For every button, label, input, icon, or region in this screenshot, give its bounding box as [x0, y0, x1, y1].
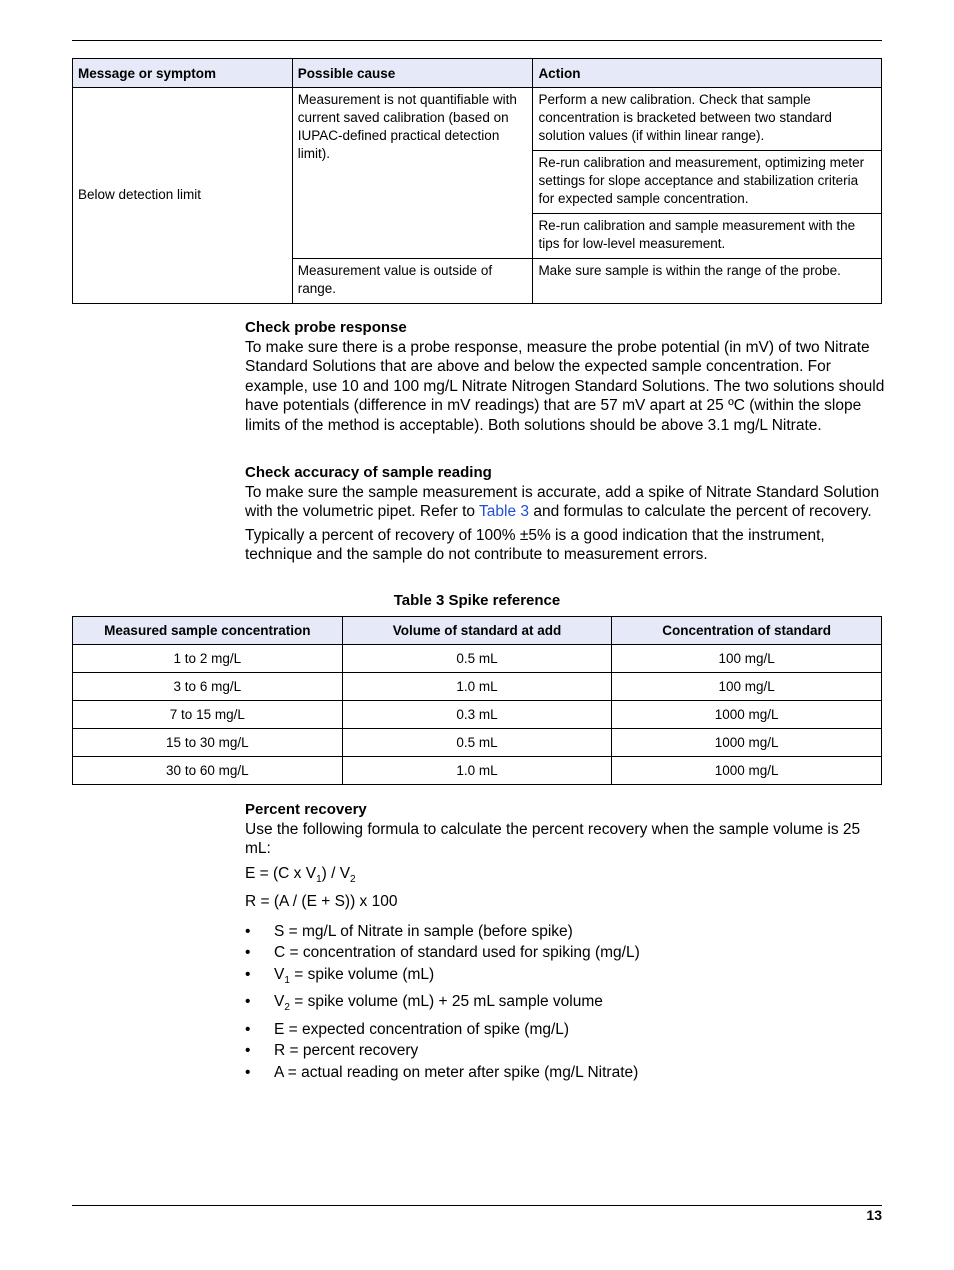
- table-cell: 15 to 30 mg/L: [73, 729, 343, 757]
- list-item: [245, 964, 885, 992]
- table-cell: 1000 mg/L: [612, 701, 882, 729]
- paragraph: To make sure there is a probe response, measure the probe potential (in mV) of two Nitrate Standard Solutions that are above and below the expected sample concentration. For example, use 10 and 100 mg/L Nitrate Nitrogen Standard Solutions. The two solutions should have potentials (difference in mV readings) that are 57 mV apart at 25 ºC (within the slope limits of the method is acceptable). Both solutions should be above 3.1 mg/L Nitrate.: [245, 338, 885, 434]
- list-item-text: C = concentration of standard used for spiking (mg/L): [274, 944, 640, 962]
- column-header: Measured sample concentration: [73, 617, 343, 645]
- action-cell: Re-run calibration and sample measurement with the tips for low-level measurement.: [533, 214, 882, 259]
- table-row: [73, 673, 882, 701]
- subscript: 1: [284, 974, 290, 986]
- percent-recovery-section: [245, 800, 885, 1083]
- subscript: 2: [284, 1002, 290, 1014]
- bullet-icon: •: [245, 965, 251, 983]
- table-cell: 0.3 mL: [342, 701, 612, 729]
- list-item: [245, 921, 885, 943]
- table-cell: 0.5 mL: [342, 729, 612, 757]
- action-cell: Perform a new calibration. Check that sample concentration is bracketed between two standard solution values (if within linear range).: [533, 88, 882, 151]
- table-row: [73, 645, 882, 673]
- list-item: [245, 1040, 885, 1062]
- column-header: Volume of standard at add: [342, 617, 612, 645]
- table-cell: 3 to 6 mg/L: [73, 673, 343, 701]
- list-item: [245, 942, 885, 964]
- cause-cell: Measurement value is outside of range.: [292, 259, 533, 304]
- action-cell: Make sure sample is within the range of the probe.: [533, 259, 882, 304]
- list-item: [245, 1062, 885, 1084]
- table-header-row: [73, 59, 882, 88]
- paragraph: Typically a percent of recovery of 100% ±5% is a good indication that the instrument, technique and the sample do not contribute to measurement errors.: [245, 526, 825, 563]
- list-item-text: = spike volume (mL): [289, 965, 435, 983]
- formula-recovery: R = (A / (E + S)) x 100: [245, 893, 398, 911]
- table-cell: 1 to 2 mg/L: [73, 645, 343, 673]
- list-item-text: E = expected concentration of spike (mg/L): [274, 1020, 570, 1038]
- footer-rule: [72, 1205, 882, 1206]
- subscript: 1: [316, 873, 322, 885]
- bullet-icon: •: [245, 993, 251, 1011]
- list-item-text: = spike volume (mL) + 25 mL sample volume: [289, 993, 603, 1011]
- action-cell: Re-run calibration and measurement, optimizing meter settings for slope acceptance and stabilization criteria for expected sample concentration.: [533, 151, 882, 214]
- list-item-text: V: [274, 993, 285, 1011]
- probe-response-section: [245, 318, 885, 435]
- table-cell: 100 mg/L: [612, 645, 882, 673]
- formula-text: ) / V: [321, 864, 351, 882]
- table-caption: Table 3 Spike reference: [393, 592, 561, 609]
- column-header: Message or symptom: [73, 59, 293, 88]
- variable-list: [245, 921, 885, 1084]
- paragraph-text: and formulas to calculate the percent of recovery.: [529, 503, 872, 520]
- bullet-icon: •: [245, 922, 251, 940]
- table-row: [73, 729, 882, 757]
- table-cell: 1000 mg/L: [612, 757, 882, 785]
- bullet-icon: •: [245, 1063, 251, 1081]
- list-item-text: S = mg/L of Nitrate in sample (before spike): [274, 922, 573, 940]
- formula-expected: [245, 864, 885, 890]
- list-item-text: A = actual reading on meter after spike (mg/L Nitrate): [274, 1063, 639, 1081]
- list-item: [245, 991, 885, 1019]
- header-rule: [72, 40, 882, 41]
- list-item: [245, 1019, 885, 1041]
- table-cell: 1000 mg/L: [612, 729, 882, 757]
- table-cell: 100 mg/L: [612, 673, 882, 701]
- table-cell: 1.0 mL: [342, 757, 612, 785]
- paragraph: [245, 483, 885, 522]
- list-item-text: V: [274, 965, 285, 983]
- bullet-icon: •: [245, 1042, 251, 1060]
- table-row: [73, 757, 882, 785]
- section-heading: Check probe response: [245, 319, 407, 336]
- troubleshooting-table: [72, 58, 882, 304]
- table-cell: 30 to 60 mg/L: [73, 757, 343, 785]
- spike-reference-table: [72, 616, 882, 785]
- accuracy-section: [245, 463, 885, 565]
- paragraph-text: To make sure the sample measurement is accurate, add a spike of Nitrate Standard Solution with the volumetric pipet. Refer to: [245, 483, 880, 520]
- table-cell: 1.0 mL: [342, 673, 612, 701]
- table-cell: 0.5 mL: [342, 645, 612, 673]
- subscript: 2: [350, 873, 356, 885]
- symptom-cell: Below detection limit: [73, 88, 293, 304]
- page-number: 13: [866, 1207, 882, 1223]
- table-row: [73, 701, 882, 729]
- column-header: Concentration of standard: [612, 617, 882, 645]
- column-header: Possible cause: [292, 59, 533, 88]
- table-row: [73, 88, 882, 151]
- bullet-icon: •: [245, 1020, 251, 1038]
- section-heading: Check accuracy of sample reading: [245, 464, 492, 481]
- list-item-text: R = percent recovery: [274, 1042, 419, 1060]
- table-header-row: [73, 617, 882, 645]
- bullet-icon: •: [245, 944, 251, 962]
- formula-text: E = (C x V: [245, 864, 317, 882]
- cause-cell: Measurement is not quantifiable with current saved calibration (based on IUPAC-defined practical detection limit).: [292, 88, 533, 259]
- paragraph: Use the following formula to calculate the percent recovery when the sample volume is 25 mL:: [245, 820, 861, 857]
- table-3-link[interactable]: Table 3: [479, 503, 530, 520]
- table-cell: 7 to 15 mg/L: [73, 701, 343, 729]
- section-heading: Percent recovery: [245, 801, 367, 818]
- column-header: Action: [533, 59, 882, 88]
